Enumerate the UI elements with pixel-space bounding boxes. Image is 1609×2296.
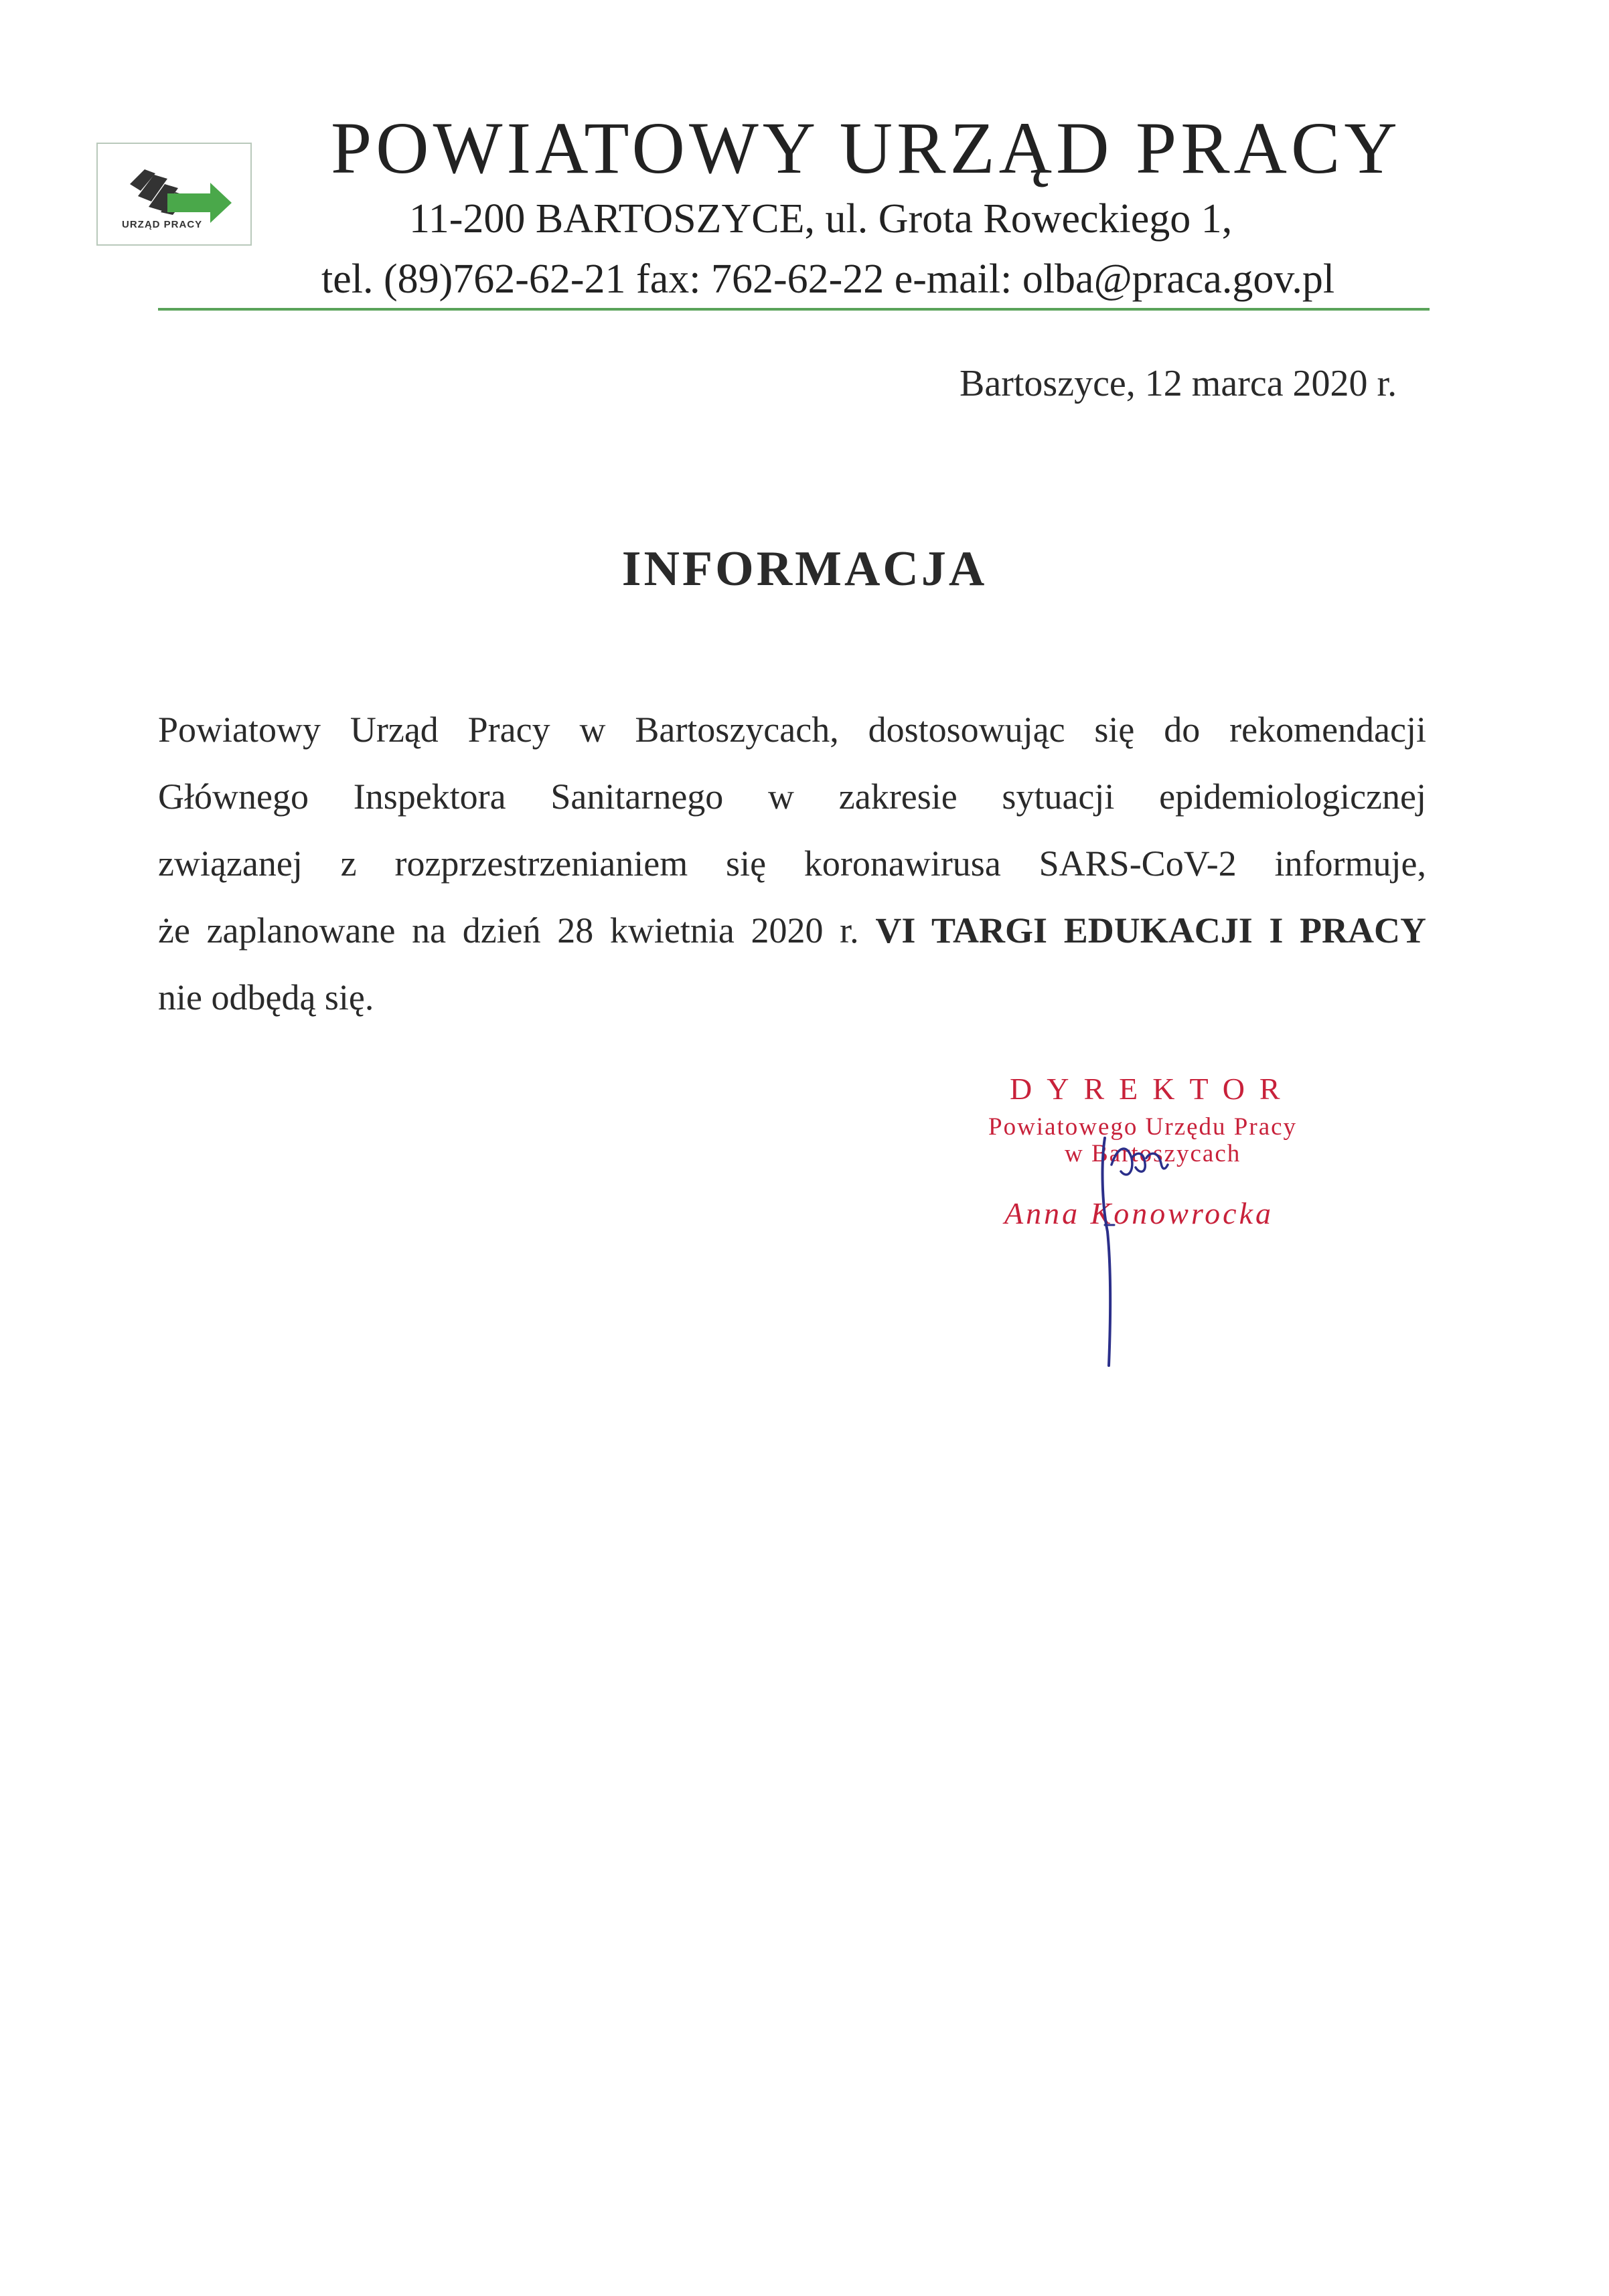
body-line-4	[158, 897, 1426, 964]
stamp-office: Powiatowego Urzędu Pracy	[988, 1113, 1298, 1141]
logo-graphic-icon	[98, 144, 253, 247]
body-line-1: Powiatowy Urząd Pracy w Bartoszycach, dostosowując się do rekomendacji	[158, 710, 1426, 750]
office-name: POWIATOWY URZĄD PRACY	[331, 107, 1401, 189]
office-logo	[96, 143, 252, 246]
office-address: 11-200 BARTOSZYCE, ul. Grota Roweckiego 1,	[409, 196, 1233, 242]
handwritten-signature	[1098, 1125, 1178, 1379]
document-date: Bartoszyce, 12 marca 2020 r.	[960, 363, 1397, 404]
letterhead-divider	[158, 308, 1430, 311]
logo-label: URZĄD PRACY	[122, 219, 203, 230]
body-line-3: związanej z rozprzestrzenianiem się koronawirusa SARS-CoV-2 informuje,	[158, 843, 1426, 884]
stamp-title: DYREKTOR	[1010, 1072, 1295, 1106]
body-line-4-text: że zaplanowane na dzień 28 kwietnia 2020 r.	[158, 910, 859, 951]
stamp-signatory: Anna Konowrocka	[1004, 1196, 1274, 1230]
document-heading: INFORMACJA	[621, 542, 988, 596]
body-line-2: Głównego Inspektora Sanitarnego w zakresie sytuacji epidemiologicznej	[158, 776, 1426, 817]
body-line-5: nie odbędą się.	[158, 977, 374, 1017]
document-body	[158, 696, 1426, 1031]
stamp-city: w Bartoszycach	[1065, 1140, 1241, 1167]
office-contact: tel. (89)762-62-21 fax: 762-62-22 e-mail: olba@praca.gov.pl	[321, 256, 1335, 302]
event-name: VI TARGI EDUKACJI I PRACY	[875, 910, 1427, 951]
